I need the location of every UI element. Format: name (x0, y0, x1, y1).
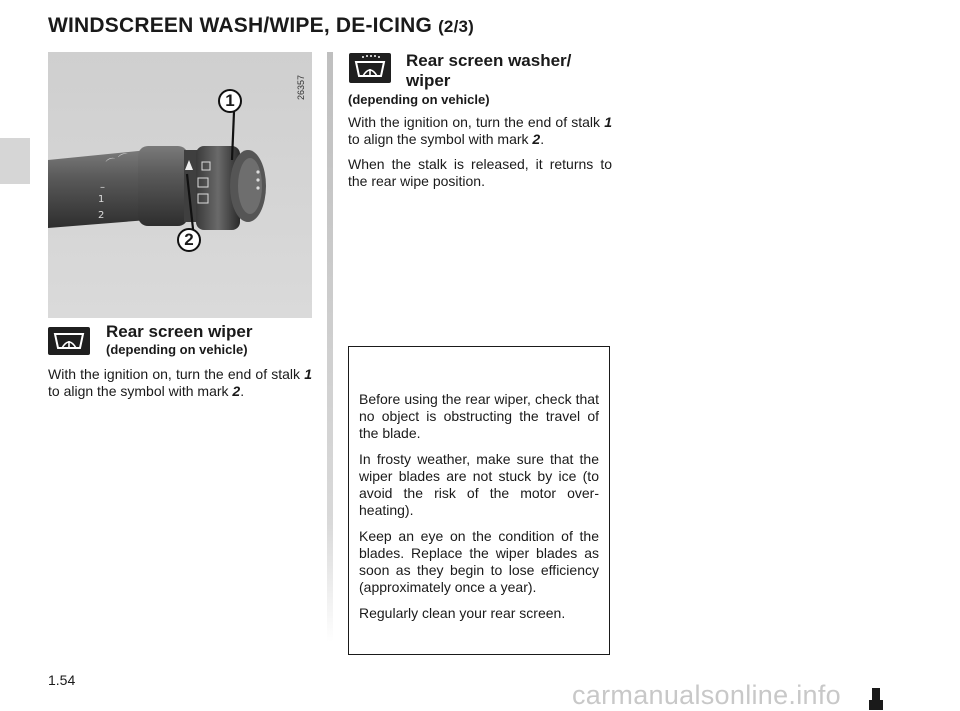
svg-text:1: 1 (98, 194, 105, 205)
rear-wiper-text: With the ignition on, turn the end of stalk 1 to align the symbol with mark 2. (48, 366, 312, 399)
stalk-illustration (48, 52, 312, 318)
page-number: 1.54 (48, 672, 76, 688)
watermark: carmanualsonline.info (572, 680, 841, 710)
rear-washer-heading: Rear screen washer/ wiper (406, 51, 572, 90)
stalk-photo (48, 52, 312, 318)
warning-p2: In frosty weather, make sure that the wiper blades are not stuck by ice (to avoid the risk of the motor over-heating). (359, 451, 599, 518)
chapter-tab (0, 138, 30, 184)
rear-wiper-symbol-icon (48, 327, 90, 355)
rear-wiper-heading: Rear screen wiper (106, 322, 253, 341)
mark-ref: 2 (232, 383, 241, 399)
corner-mark-base (869, 700, 883, 710)
rear-wiper-subheading: (depending on vehicle) (106, 342, 248, 357)
rear-washer-wiper-symbol-icon (349, 53, 391, 83)
stalk-ref: 1 (604, 114, 612, 130)
warning-p4: Regularly clean your rear screen. (359, 605, 566, 621)
warning-p1: Before using the rear wiper, check that no object is obstructing the travel of the blade. (359, 391, 599, 441)
rear-washer-subheading: (depending on vehicle) (348, 92, 490, 107)
page-title-text: WINDSCREEN WASH/WIPE, DE-ICING (48, 14, 433, 37)
callout-1: 1 (218, 89, 242, 113)
warning-p3: Keep an eye on the condition of the blades. Replace the wiper blades as soon as they begin to lose efficiency (approximately once a year). (359, 528, 599, 595)
stalk-ref: 1 (304, 366, 312, 382)
release-note: When the stalk is released, it returns to the rear wipe position. (348, 156, 612, 189)
rear-washer-text: With the ignition on, turn the end of stalk 1 to align the symbol with mark 2. When the stalk is released, it returns to the rear wipe position. (348, 114, 612, 189)
photo-code: 26357 (296, 74, 306, 100)
column-divider (327, 52, 333, 642)
svg-text:–: – (100, 182, 105, 193)
callout-2: 2 (177, 228, 201, 252)
page-title (48, 14, 474, 38)
page-title-part: (2/3) (438, 17, 475, 36)
mark-ref: 2 (532, 131, 541, 147)
svg-text:2: 2 (98, 210, 105, 221)
warning-box (348, 346, 610, 655)
svg-text:⌒ ⌒: ⌒ ⌒ (105, 152, 131, 171)
